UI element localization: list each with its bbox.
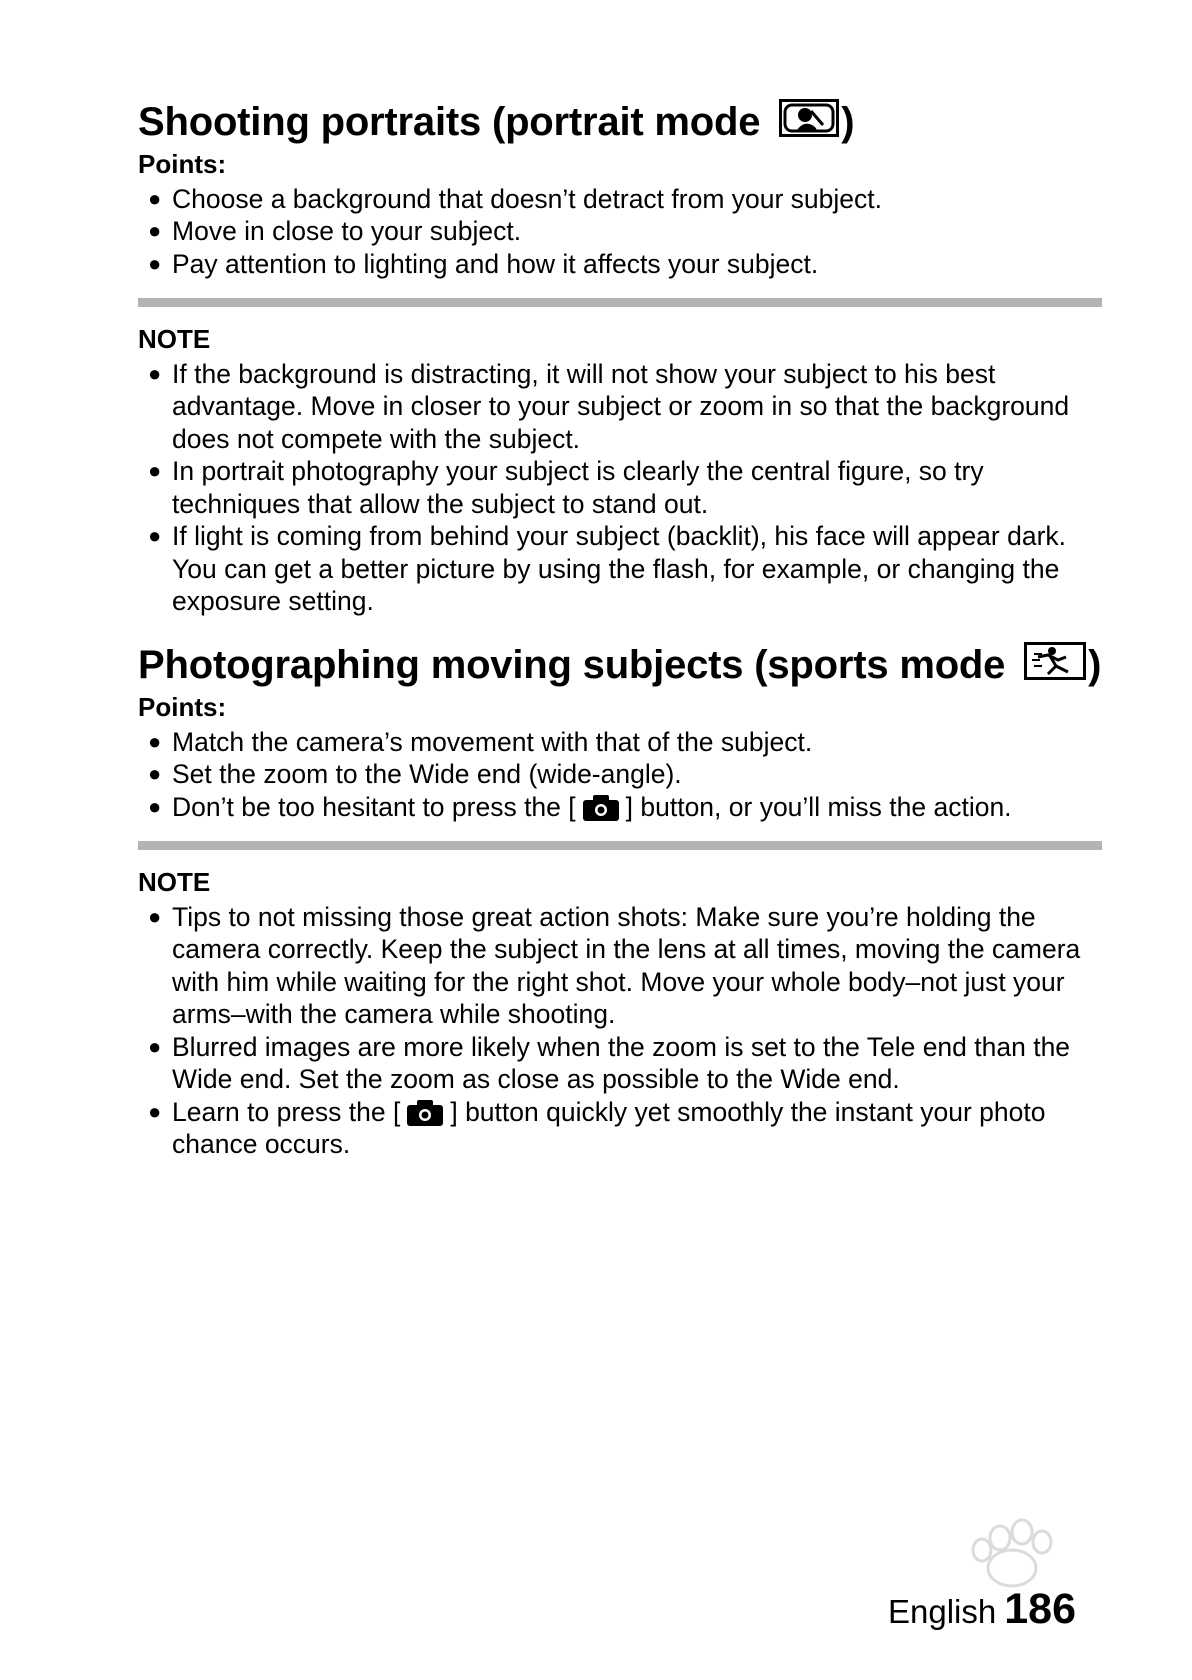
camera-icon <box>406 1099 444 1127</box>
section-title-sports <box>138 641 1102 689</box>
title-text: Shooting portraits (portrait mode <box>138 100 772 144</box>
page-footer <box>888 1585 1076 1634</box>
title-text: Photographing moving subjects (sports mode <box>138 643 1017 687</box>
portrait-mode-icon <box>779 99 839 137</box>
footer-language: English <box>888 1593 997 1630</box>
note-block-portrait <box>138 298 1102 618</box>
bullet-icon: ● <box>148 728 162 754</box>
points-list <box>138 726 1102 824</box>
list-item: ● Blurred images are more likely when the zoom is set to the Tele end than the Wide end. Set the zoom as close as possible to the Wide end. <box>148 1031 1071 1094</box>
bullet-icon: ● <box>148 1033 162 1059</box>
divider <box>138 841 1102 850</box>
title-close: ) <box>1088 643 1102 687</box>
list-item: ● Move in close to your subject. <box>148 216 522 246</box>
bullet-icon: ● <box>148 793 162 819</box>
bullet-icon: ● <box>148 1098 162 1124</box>
divider <box>138 298 1102 307</box>
list-item: ● If light is coming from behind your subject (backlit), his face will appear dark. You can get a better picture by using the flash, for example, or changing the exposure setting. <box>148 521 1067 616</box>
section-portrait <box>138 98 1102 280</box>
sports-mode-icon <box>1024 642 1086 680</box>
list-item: ● Pay attention to lighting and how it affects your subject. <box>148 248 819 279</box>
bullet-icon: ● <box>148 185 162 211</box>
note-label: NOTE <box>138 867 211 897</box>
bullet-icon: ● <box>148 360 162 386</box>
note-block-sports <box>138 841 1102 1161</box>
bullet-icon: ● <box>148 523 162 548</box>
points-label: Points: <box>138 692 227 722</box>
bullet-icon: ● <box>148 903 162 929</box>
list-item: ● Set the zoom to the Wide end (wide-angle). <box>148 759 682 789</box>
bullet-icon: ● <box>148 458 162 483</box>
list-item: ● If the background is distracting, it will not show your subject to his best advantage. Move in closer to your subject or zoom in so that the background does not compete with the subject. <box>148 358 1070 454</box>
camera-icon <box>582 794 620 822</box>
bullet-icon: ● <box>148 761 162 786</box>
bullet-icon: ● <box>148 218 162 243</box>
section-sports <box>138 641 1102 823</box>
notes-list <box>138 358 1102 618</box>
page-number: 186 <box>1004 1585 1076 1633</box>
list-item: ● Choose a background that doesn’t detract from your subject. <box>148 183 883 214</box>
list-item: ● Tips to not missing those great action shots: Make sure you’re holding the camera correctly. Keep the subject in the lens at all times, moving the camera with him while waiting for the right shot. Move your whole body–not just your arms–with the camera while shooting. <box>148 901 1081 1029</box>
list-item: ● Match the camera’s movement with that of the subject. <box>148 726 813 757</box>
note-label: NOTE <box>138 324 211 354</box>
points-label: Points: <box>138 149 227 179</box>
list-item: ● Learn to press the [ ] button quickly yet smoothly the instant your photo chance occurs. <box>148 1096 1046 1159</box>
title-close: ) <box>841 100 855 144</box>
section-title-portrait <box>138 98 1102 146</box>
list-item: ● In portrait photography your subject is clearly the central figure, so try techniques that allow the subject to stand out. <box>148 456 984 519</box>
notes-list <box>138 901 1102 1161</box>
bullet-icon: ● <box>148 250 162 276</box>
points-list <box>138 183 1102 281</box>
list-item: ● Don’t be too hesitant to press the [ ] button, or you’ll miss the action. <box>148 791 1012 822</box>
